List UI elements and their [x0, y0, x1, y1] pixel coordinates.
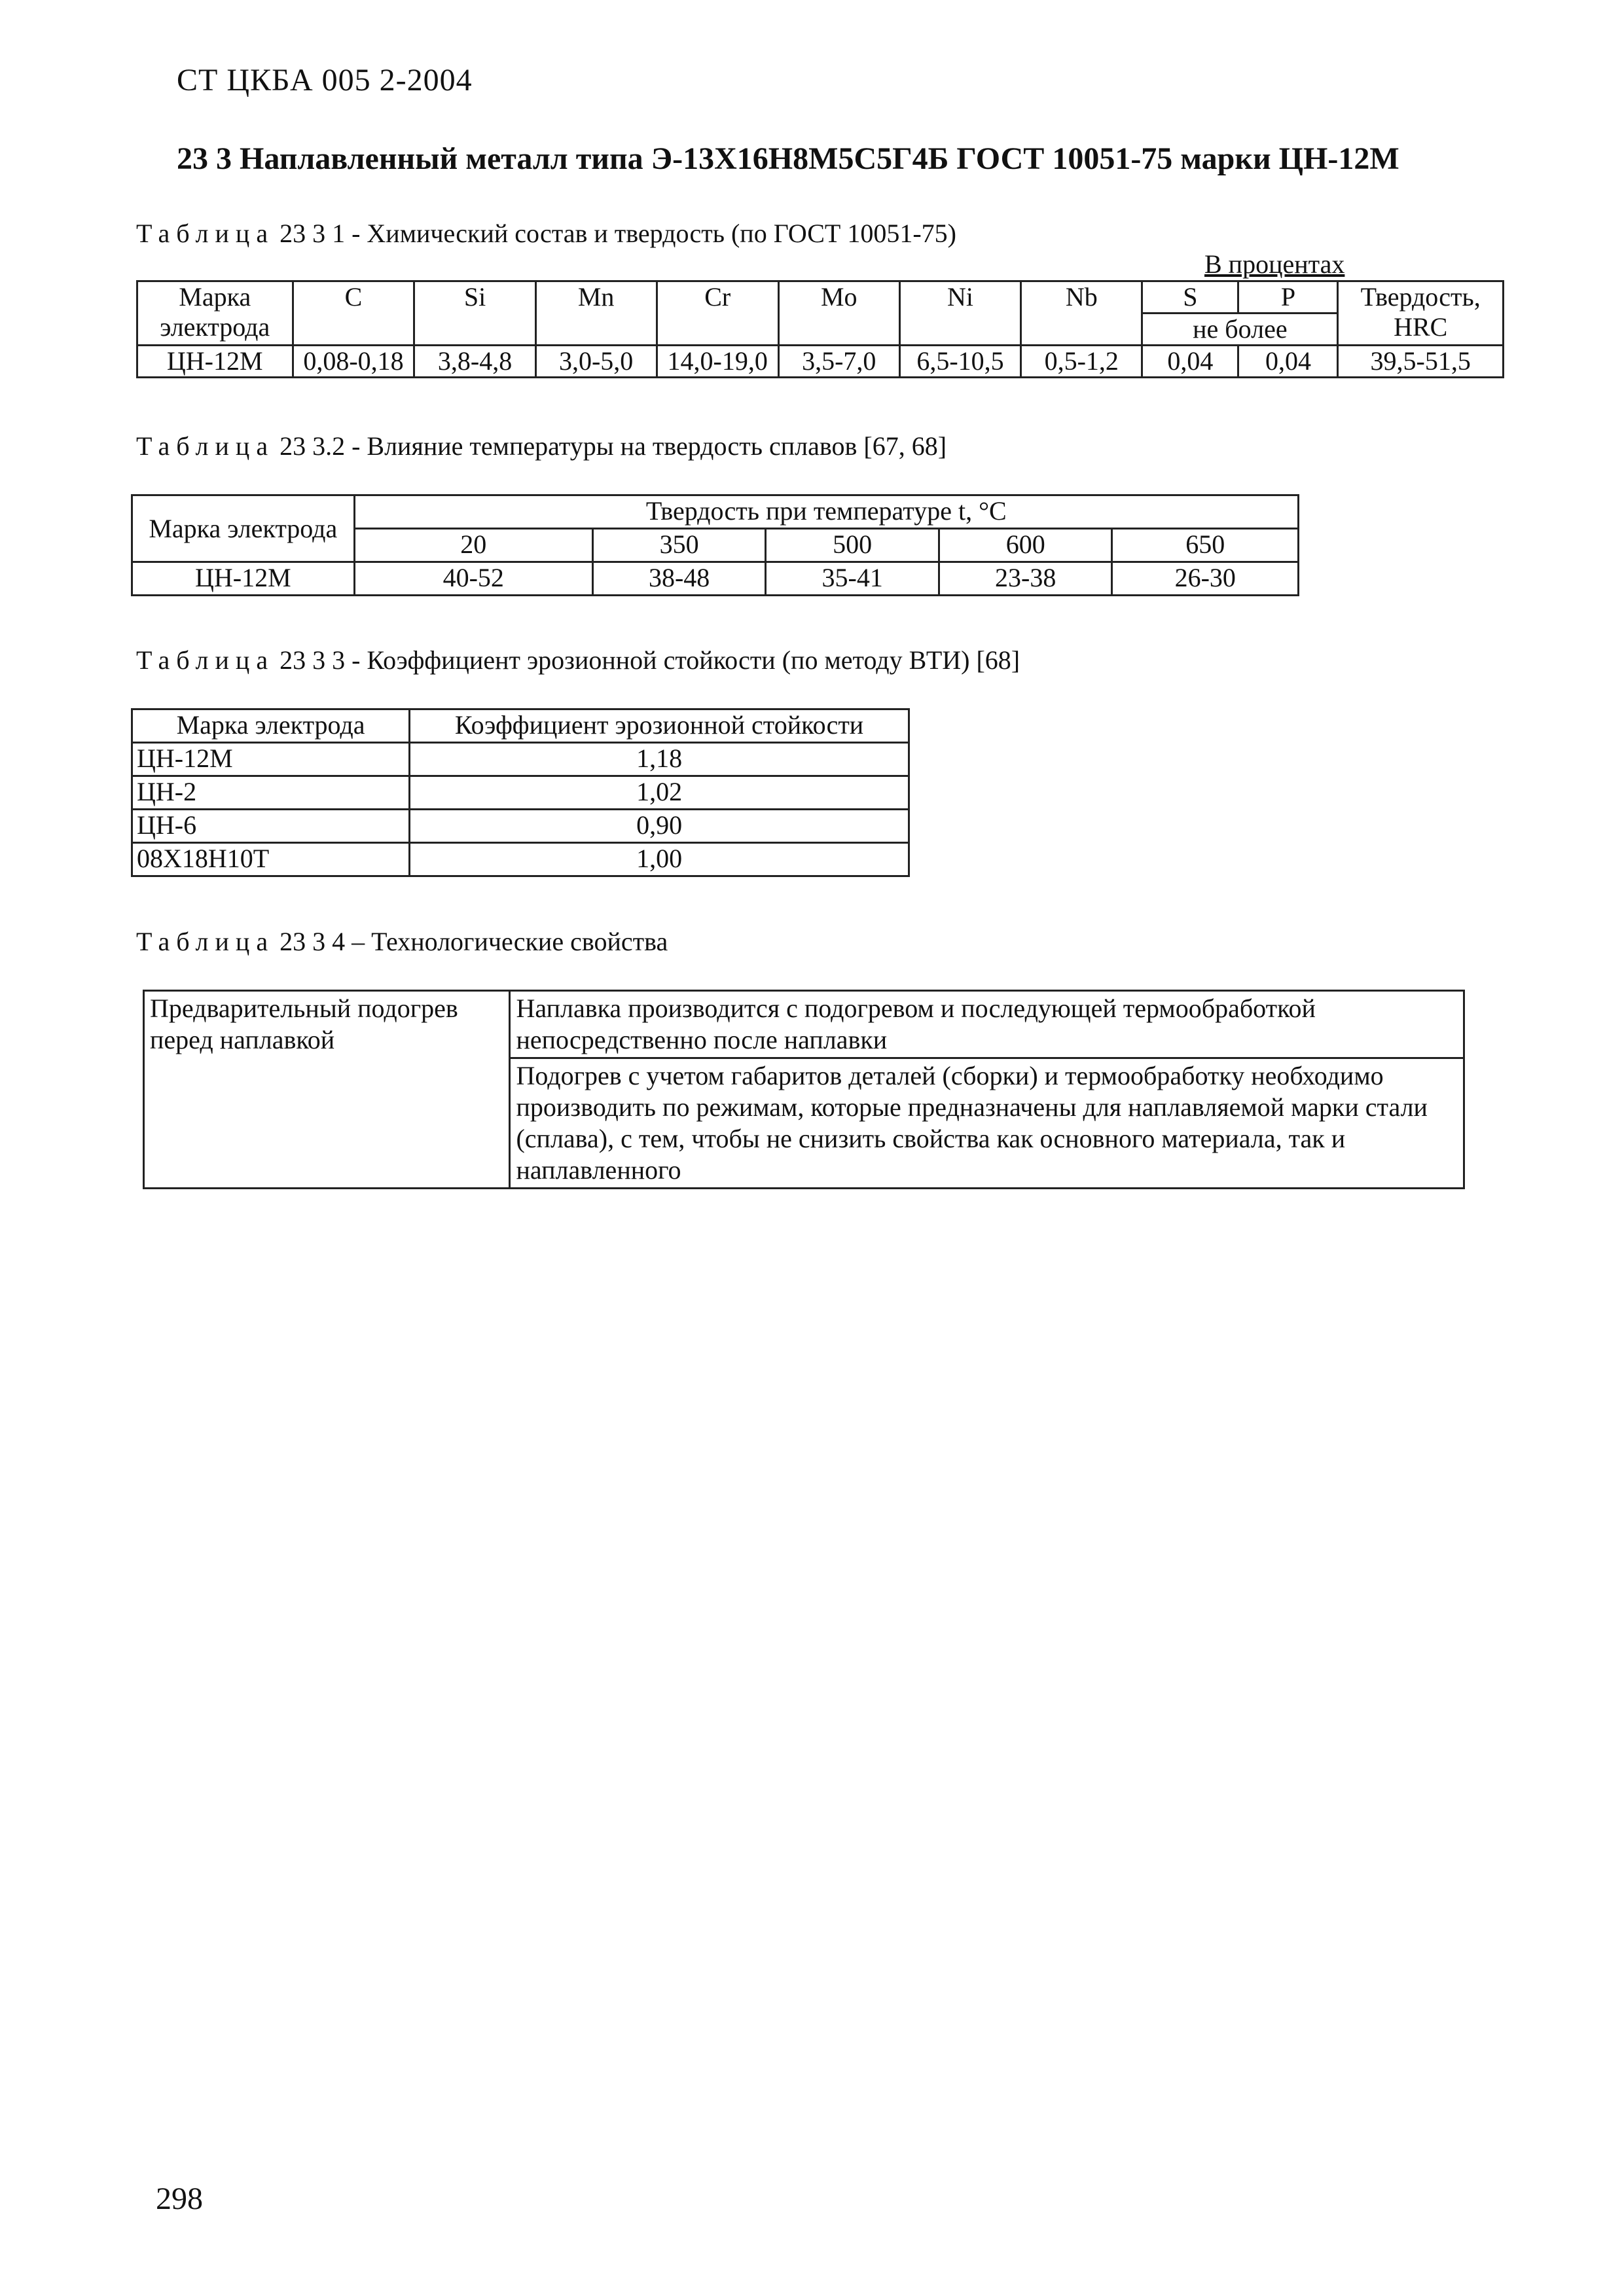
table4-caption-word: Таблица [136, 927, 275, 956]
cell-value: 38-48 [592, 562, 766, 596]
table2-caption-word: Таблица [136, 431, 275, 461]
section-title: 23 3 Наплавленный металл типа Э-13Х16Н8М5С5Г4Б ГОСТ 10051-75 марки ЦН-12М [177, 141, 1399, 176]
cell-marka: ЦН-12М [132, 743, 410, 776]
table-row [132, 843, 909, 876]
cell-cr: 14,0-19,0 [657, 346, 778, 378]
table2-caption-text: - Влияние температуры на твердость сплавов [67, 68] [345, 431, 947, 461]
cell-marka: ЦН-12М [132, 562, 355, 596]
cell-value: 40-52 [354, 562, 592, 596]
header-mo: Mo [778, 281, 899, 346]
table3-caption-text: - Коэффициент эрозионной стойкости (по методу ВТИ) [68] [345, 645, 1020, 675]
header-cr: Cr [657, 281, 778, 346]
table4-caption-number: 23 3 4 [280, 927, 346, 956]
header-nb: Nb [1021, 281, 1142, 346]
cell-value: 35-41 [766, 562, 939, 596]
cell-value: 23-38 [939, 562, 1112, 596]
cell-s: 0,04 [1142, 346, 1238, 378]
table-row [132, 562, 1299, 596]
table3-caption-word: Таблица [136, 645, 275, 675]
preheat-text-1: Наплавка производится с подогревом и последующей термообработкой непосредственно после наплавки [510, 991, 1464, 1058]
page-number: 298 [156, 2181, 203, 2216]
header-temp-350: 350 [592, 529, 766, 562]
table-row [132, 776, 909, 810]
table3-caption [136, 645, 1020, 675]
header-marka: Марка электрода [132, 495, 355, 562]
header-coef: Коэффициент эрозионной стойкости [410, 709, 909, 743]
cell-coef: 1,18 [410, 743, 909, 776]
table2-caption [136, 431, 947, 461]
table1-unit-note: В процентах [1204, 249, 1345, 279]
cell-nb: 0,5-1,2 [1021, 346, 1142, 378]
header-si: Si [414, 281, 535, 346]
cell-marka: ЦН-6 [132, 810, 410, 843]
cell-marka: 08Х18Н10Т [132, 843, 410, 876]
header-marka: Марка электрода [132, 709, 410, 743]
cell-coef: 0,90 [410, 810, 909, 843]
table1-caption-number: 23 3 1 [280, 219, 346, 248]
table1-caption-word: Таблица [136, 219, 275, 248]
table4-caption-text: – Технологические свойства [345, 927, 668, 956]
table1-caption-text: - Химический состав и твердость (по ГОСТ 10051-75) [345, 219, 956, 248]
cell-marka: ЦН-2 [132, 776, 410, 810]
header-c: С [293, 281, 414, 346]
table4-caption [136, 926, 668, 957]
table1-caption [136, 218, 956, 249]
table2-caption-number: 23 3.2 [280, 431, 346, 461]
hardness-temperature-table [131, 494, 1299, 596]
cell-mn: 3,0-5,0 [535, 346, 657, 378]
document-code: СТ ЦКБА 005 2-2004 [177, 63, 473, 98]
table-row [137, 346, 1504, 378]
cell-coef: 1,00 [410, 843, 909, 876]
cell-si: 3,8-4,8 [414, 346, 535, 378]
header-mn: Mn [535, 281, 657, 346]
header-temp-650: 650 [1112, 529, 1299, 562]
preheat-text-2: Подогрев с учетом габаритов деталей (сборки) и термообработку необходимо производить по режимам, которые предназначены для наплавляемой марки стали (сплава), с тем, чтобы не снизить свойства как основного материала, так и наплавленного [510, 1058, 1464, 1189]
cell-value: 26-30 [1112, 562, 1299, 596]
cell-ni: 6,5-10,5 [899, 346, 1020, 378]
chemical-composition-table [136, 280, 1504, 378]
cell-coef: 1,02 [410, 776, 909, 810]
table3-caption-number: 23 3 3 [280, 645, 346, 675]
cell-mo: 3,5-7,0 [778, 346, 899, 378]
header-temp-600: 600 [939, 529, 1112, 562]
header-marka: Марка электрода [137, 281, 293, 346]
table-row [132, 810, 909, 843]
header-hardness: Твердость, HRC [1338, 281, 1504, 346]
preheat-label: Предварительный подогрев перед наплавкой [144, 991, 510, 1189]
cell-c: 0,08-0,18 [293, 346, 414, 378]
header-p: P [1238, 281, 1338, 314]
cell-hardness: 39,5-51,5 [1338, 346, 1504, 378]
header-s: S [1142, 281, 1238, 314]
table-row [132, 743, 909, 776]
header-ni: Ni [899, 281, 1020, 346]
technological-properties-table [143, 990, 1465, 1189]
cell-marka: ЦН-12М [137, 346, 293, 378]
header-temp-20: 20 [354, 529, 592, 562]
header-temp-500: 500 [766, 529, 939, 562]
header-hardness-group: Твердость при температуре t, °С [354, 495, 1298, 529]
erosion-resistance-table [131, 708, 910, 877]
cell-p: 0,04 [1238, 346, 1338, 378]
header-ne-bolee: не более [1142, 314, 1338, 346]
